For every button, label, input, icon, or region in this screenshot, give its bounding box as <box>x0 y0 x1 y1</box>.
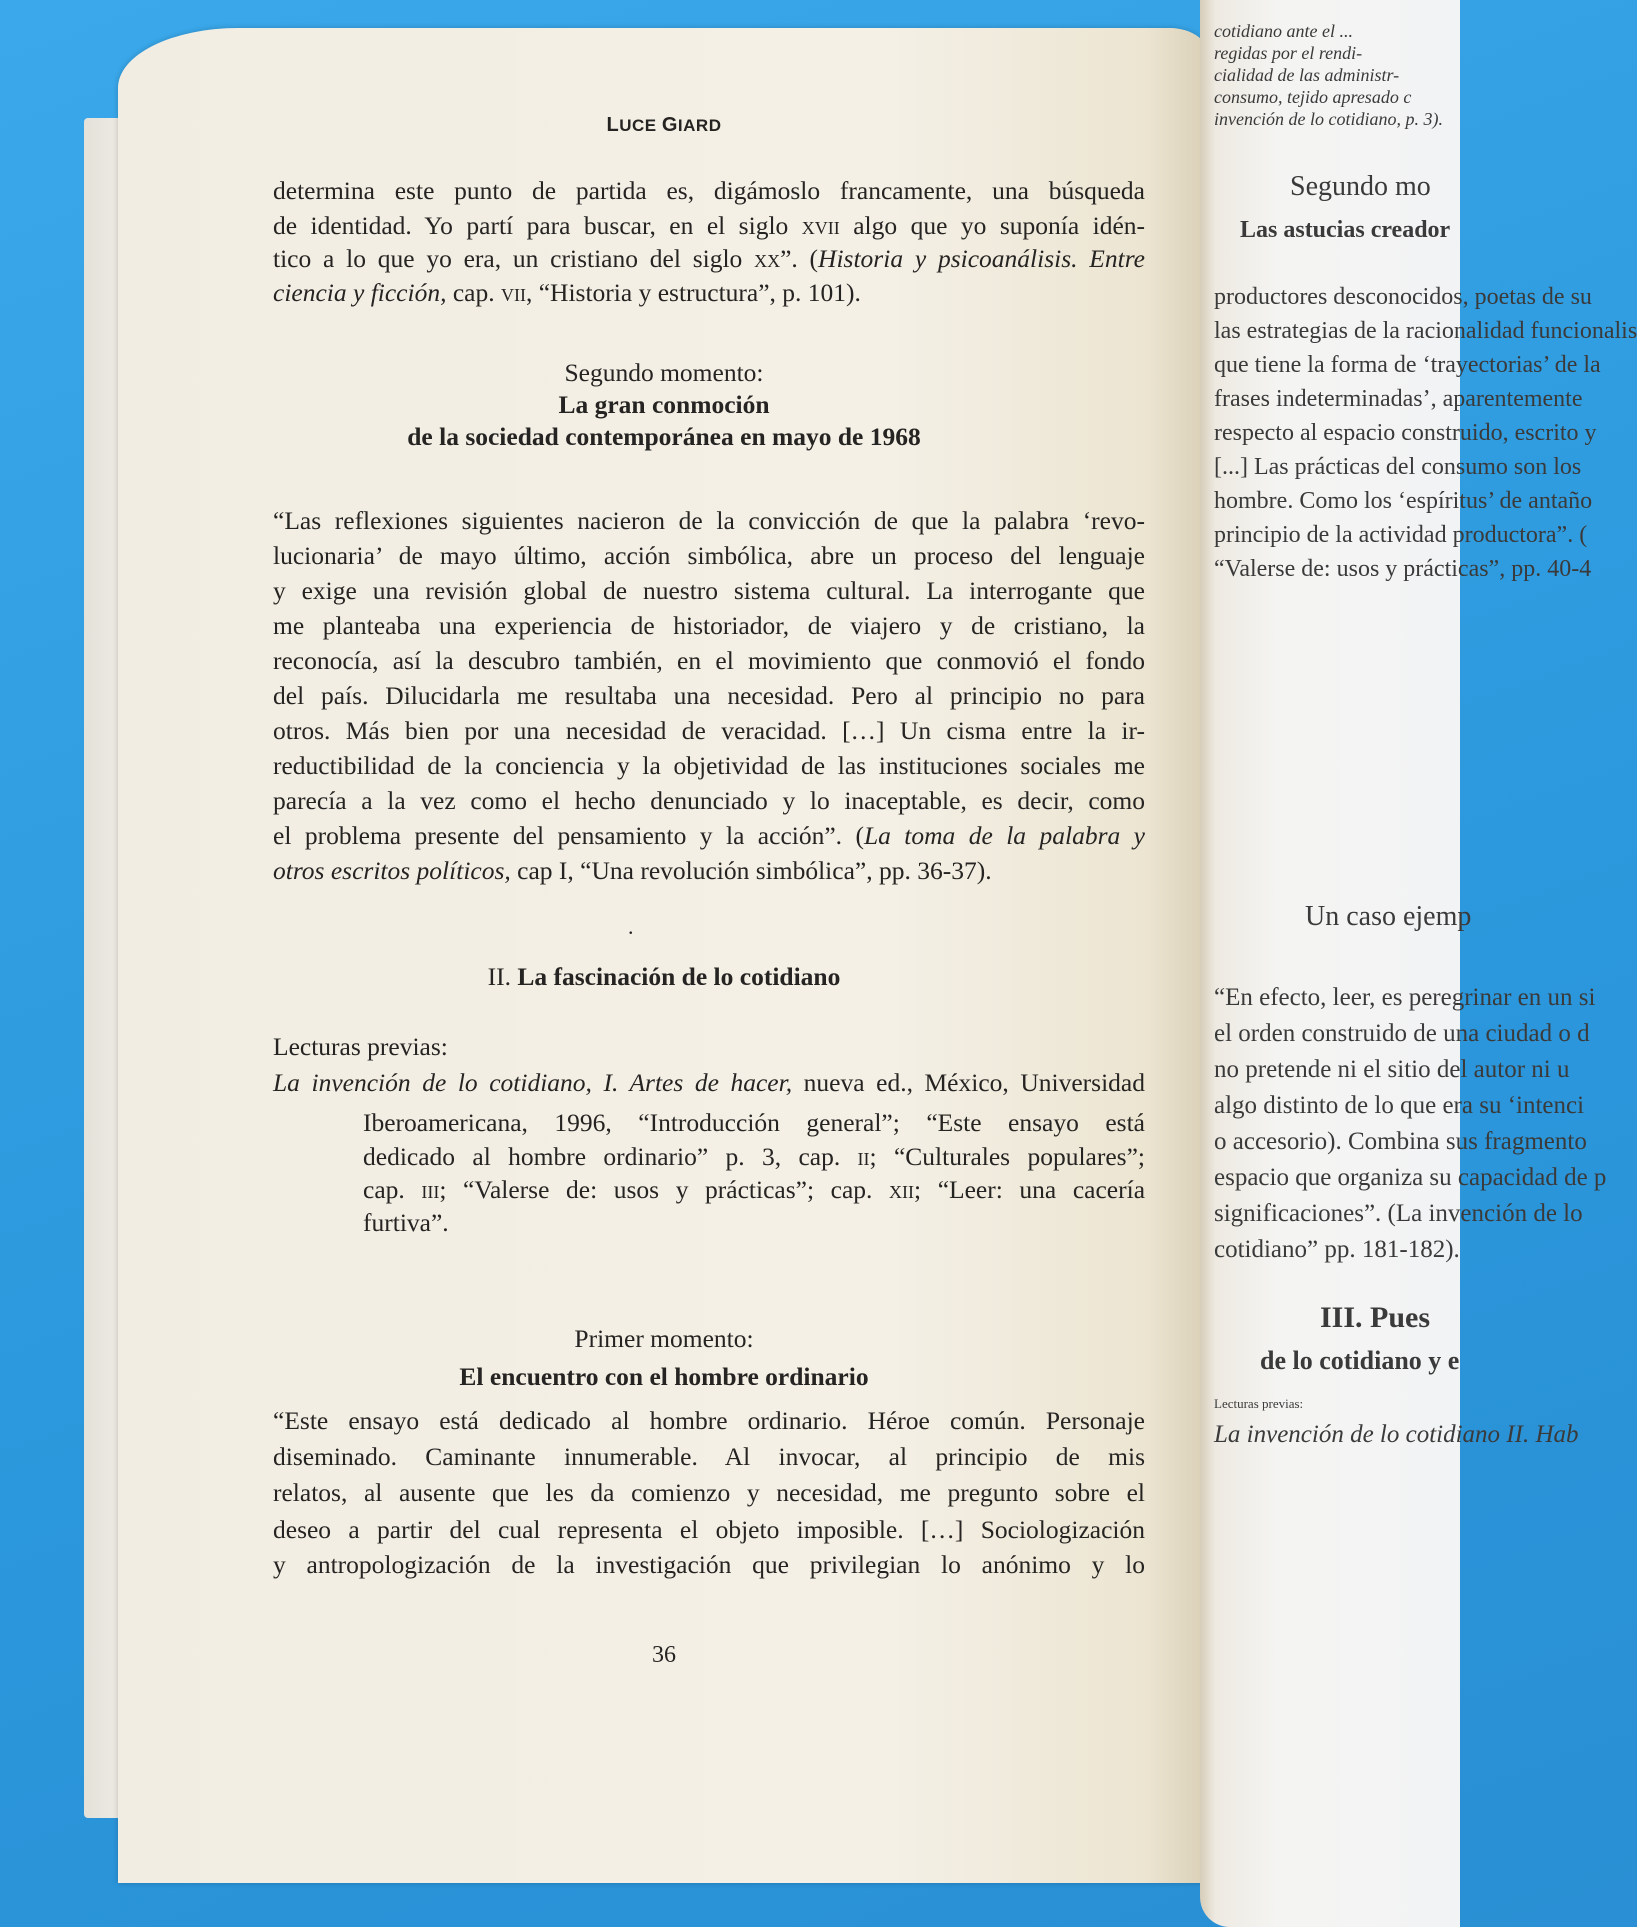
text-line <box>273 1442 1145 1472</box>
header-initial: G <box>661 114 678 136</box>
right-readings-line: La invención de lo cotidiano II. Hab <box>1214 1421 1579 1448</box>
text-segment: ”. ( <box>780 244 819 273</box>
text-line-content <box>273 1478 1145 1508</box>
readings-label: Lecturas previas: <box>273 1032 448 1061</box>
section-title-line1: La gran conmoción <box>558 390 770 419</box>
text-line-content <box>273 1550 1145 1580</box>
text-line <box>273 1550 1145 1580</box>
italic-text: La invención de lo cotidiano, I. Artes de hacer, <box>273 1068 793 1097</box>
right-section-line2: de lo cotidiano y e <box>1260 1346 1460 1375</box>
text-segment: me planteaba una experiencia de historiador, de viajero y de cristiano, la <box>273 611 1145 640</box>
right-block2 <box>1214 980 1606 1268</box>
right-line: principio de la actividad productora”. ( <box>1214 522 1588 548</box>
left-page <box>118 28 1210 1883</box>
right-line: o accesorio). Combina sus fragmento <box>1214 1128 1587 1155</box>
text-segment: otros. Más bien por una necesidad de veracidad. […] Un cisma entre la ir- <box>273 716 1145 745</box>
header-initial: L <box>606 114 620 136</box>
right-section-heading: III. Pues <box>1320 1301 1431 1334</box>
note-line: invención de lo cotidiano, p. 3). <box>1214 109 1443 129</box>
text-line-content <box>273 1406 1145 1436</box>
note-line: consumo, tejido apresado c <box>1214 87 1412 107</box>
section-title: La fascinación de lo cotidiano <box>517 962 841 991</box>
right-line: que tiene la forma de ‘trayectorias’ de la <box>1214 352 1601 378</box>
quote-hombre-ordinario <box>118 28 1210 1883</box>
right-line: “Valerse de: usos y prácticas”, pp. 40-4 <box>1214 556 1592 582</box>
section-title: El encuentro con el hombre ordinario <box>459 1362 869 1391</box>
text-segment: “Este ensayo está dedicado al hombre ordinario. Héroe común. Personaje <box>273 1406 1145 1435</box>
right-line: el orden construido de una ciudad o d <box>1214 1020 1590 1047</box>
right-line: significaciones”. (La invención de lo <box>1214 1200 1583 1227</box>
right-line: las estrategias de la racionalidad funcionalis <box>1214 318 1637 344</box>
note-line: cialidad de las administr- <box>1214 65 1400 85</box>
right-moment: Segundo mo <box>1290 171 1431 202</box>
text-segment: reductibilidad de la conciencia y la objetividad de las instituciones sociales me <box>273 751 1145 780</box>
italic-text: ciencia y ficción, <box>273 278 447 307</box>
text-line-content <box>273 1442 1145 1472</box>
text-segment: algo que yo suponía idén- <box>839 211 1146 240</box>
text-segment: y exige una revisión global de nuestro sistema cultural. La interrogante que <box>273 576 1145 605</box>
text-segment: nueva ed., México, Universidad <box>792 1068 1145 1097</box>
small-caps-text: vii <box>500 278 526 307</box>
text-segment: dedicado al hombre ordinario” p. 3, cap. <box>363 1142 858 1171</box>
right-case-title: Un caso ejemp <box>1305 901 1472 932</box>
text-line <box>273 1515 1145 1545</box>
right-line: espacio que organiza su capacidad de p <box>1214 1164 1607 1191</box>
header-text: UCE <box>619 116 657 135</box>
right-line: [...] Las prácticas del consumo son los <box>1214 454 1582 480</box>
small-caps-text: xx <box>754 244 781 273</box>
right-line: cotidiano” pp. 181-182). <box>1214 1236 1460 1263</box>
small-caps-text: ii <box>857 1142 870 1171</box>
text-line <box>273 1406 1145 1436</box>
text-segment: del país. Dilucidarla me resultaba una necesidad. Pero al principio no para <box>273 681 1145 710</box>
text-segment: de identidad. Yo partí para buscar, en el siglo <box>273 211 802 240</box>
note-line: cotidiano ante el ... <box>1214 21 1353 41</box>
text-segment: ; “Valerse de: usos y prácticas”; cap. <box>439 1175 890 1204</box>
text-segment: relatos, al ausente que les da comienzo y necesidad, me pregunto sobre el <box>273 1478 1145 1507</box>
section-numeral: II. <box>487 962 511 991</box>
section-moment-label: Segundo momento: <box>564 358 764 387</box>
right-line: hombre. Como los ‘espíritus’ de antaño <box>1214 488 1593 514</box>
right-line: no pretende ni el sitio del autor ni u <box>1214 1056 1570 1083</box>
text-segment: y antropologización de la investigación que privilegian lo anónimo y lo <box>273 1550 1145 1579</box>
text-segment: cap. <box>446 278 501 307</box>
right-readings-label: Lecturas previas: <box>1214 1396 1304 1411</box>
text-segment: ; “Leer: una cacería <box>914 1175 1146 1204</box>
separator-dot: . <box>628 914 634 939</box>
text-segment: furtiva”. <box>363 1208 449 1237</box>
italic-text: La toma de la palabra y <box>863 821 1145 850</box>
text-segment: cap. <box>363 1175 422 1204</box>
text-segment: “Las reflexiones siguientes nacieron de la convicción de que la palabra ‘revo- <box>273 506 1145 535</box>
text-segment: cap I, “Una revolución simbólica”, pp. 36-37). <box>510 856 992 885</box>
right-line: respecto al espacio construido, escrito y <box>1214 420 1597 446</box>
small-caps-text: xii <box>889 1175 915 1204</box>
section-moment-label: Primer momento: <box>574 1324 754 1353</box>
right-title: Las astucias creador <box>1240 217 1451 243</box>
right-page <box>1200 0 1637 1927</box>
italic-text: otros escritos políticos, <box>273 856 511 885</box>
text-line-content <box>273 1515 1145 1545</box>
right-block1 <box>1214 280 1637 586</box>
page-number: 36 <box>652 1642 676 1668</box>
right-line: “En efecto, leer, es peregrinar en un si <box>1214 984 1596 1011</box>
right-line: algo distinto de lo que era su ‘intenci <box>1214 1092 1585 1119</box>
text-segment: , “Historia y estructura”, p. 101). <box>525 278 861 307</box>
italic-text: Historia y psicoanálisis. Entre <box>818 244 1145 273</box>
small-caps-text: iii <box>421 1175 440 1204</box>
text-segment: lucionaria’ de mayo último, acción simbólica, abre un proceso del lenguaje <box>273 541 1145 570</box>
text-segment: determina este punto de partida es, digámoslo francamente, una búsqueda <box>273 176 1145 205</box>
text-segment: parecía a la vez como el hecho denunciado y lo inaceptable, es decir, como <box>273 786 1145 815</box>
text-segment: el problema presente del pensamiento y la acción”. ( <box>273 821 864 850</box>
text-segment: Iberoamericana, 1996, “Introducción general”; “Este ensayo está <box>363 1108 1145 1137</box>
header-text: IARD <box>677 116 722 135</box>
right-line: productores desconocidos, poetas de su <box>1214 284 1592 310</box>
text-segment: reconocía, así la descubro también, en el movimiento que conmovió el fondo <box>273 646 1145 675</box>
note-line: regidas por el rendi- <box>1214 43 1363 63</box>
text-segment: diseminado. Caminante innumerable. Al invocar, al principio de mis <box>273 1442 1145 1471</box>
text-line <box>273 1478 1145 1508</box>
text-segment: ; “Culturales populares”; <box>869 1142 1145 1171</box>
section-title-line2: de la sociedad contemporánea en mayo de 1968 <box>407 422 921 451</box>
text-segment: tico a lo que yo era, un cristiano del siglo <box>273 244 755 273</box>
text-segment: deseo a partir del cual representa el objeto imposible. […] Sociologización <box>273 1515 1145 1544</box>
small-caps-text: xvii <box>801 211 840 240</box>
right-line: frases indeterminadas’, aparentemente <box>1214 386 1583 412</box>
right-top-notes <box>1214 20 1443 130</box>
